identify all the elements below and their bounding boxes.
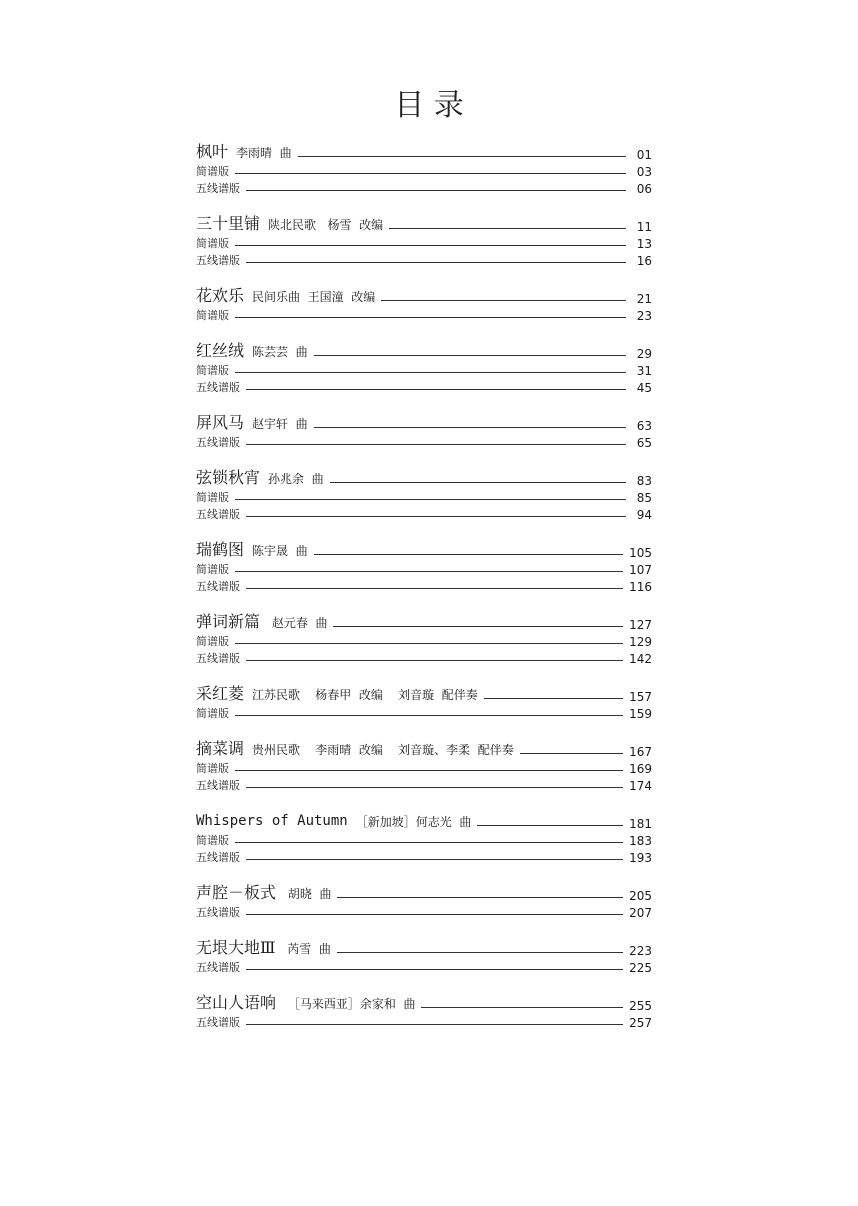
page-number: 65	[636, 436, 652, 450]
page-number: 06	[636, 182, 652, 196]
score-version-label: 简谱版	[196, 635, 229, 648]
leader-line	[389, 228, 626, 229]
toc-entry-main-row[interactable]	[196, 339, 652, 361]
leader-line	[235, 173, 626, 174]
page-number: 94	[636, 508, 652, 522]
leader-line	[246, 969, 623, 970]
toc-entry	[196, 411, 652, 450]
toc-entry-main-row[interactable]	[196, 610, 652, 632]
leader-line	[381, 300, 626, 301]
leader-line	[246, 190, 626, 191]
leader-line	[330, 482, 626, 483]
score-version-label: 五线谱版	[196, 182, 240, 195]
score-version-label: 五线谱版	[196, 381, 240, 394]
leader-line	[235, 770, 623, 771]
leader-line	[246, 914, 623, 915]
toc-sub-row[interactable]	[196, 958, 652, 975]
page-number: 45	[636, 381, 652, 395]
leader-line	[235, 842, 623, 843]
page-number: 167	[629, 745, 652, 759]
piece-title: 花欢乐	[196, 286, 245, 305]
page-number: 63	[636, 419, 652, 433]
page-number: 174	[629, 779, 652, 793]
toc-sub-row[interactable]	[196, 505, 652, 522]
leader-line	[235, 715, 623, 716]
score-version-label: 简谱版	[196, 364, 229, 377]
piece-title: 屏风马	[196, 413, 245, 432]
leader-line	[337, 897, 623, 898]
toc-sub-row[interactable]	[196, 831, 652, 848]
leader-line	[421, 1007, 623, 1008]
score-version-label: 简谱版	[196, 762, 229, 775]
toc-entry-main-row[interactable]	[196, 538, 652, 560]
leader-line	[246, 516, 626, 517]
toc-sub-row[interactable]	[196, 759, 652, 776]
toc-sub-row[interactable]	[196, 560, 652, 577]
toc-entry	[196, 737, 652, 793]
leader-line	[298, 156, 626, 157]
score-version-label: 简谱版	[196, 491, 229, 504]
composer-credit: 胡晓 曲	[284, 887, 332, 901]
toc-entry	[196, 682, 652, 721]
page-title: 目 录	[394, 88, 464, 123]
leader-line	[235, 317, 626, 318]
composer-credit: 赵宇轩 曲	[252, 417, 308, 431]
page-number: 157	[629, 690, 652, 704]
toc-sub-row[interactable]	[196, 577, 652, 594]
piece-title: 红丝绒	[196, 341, 245, 360]
toc-entry	[196, 936, 652, 975]
toc-entry	[196, 212, 652, 268]
leader-line	[314, 427, 626, 428]
composer-credit: 民间乐曲 王国潼 改编	[252, 290, 376, 304]
toc-sub-row[interactable]	[196, 903, 652, 920]
toc-entry-main-row[interactable]	[196, 466, 652, 488]
piece-title: 弦锁秋宵	[196, 468, 261, 487]
piece-title: 摘菜调	[196, 739, 245, 758]
page-number: 129	[629, 635, 652, 649]
table-of-contents	[196, 140, 652, 1046]
leader-line	[246, 588, 623, 589]
composer-credit: ［新加坡］何志光 曲	[355, 815, 472, 829]
leader-line	[333, 626, 623, 627]
composer-credit: 赵元春 曲	[268, 616, 328, 630]
toc-entry	[196, 809, 652, 865]
score-version-label: 简谱版	[196, 165, 229, 178]
piece-title: 三十里铺	[196, 214, 261, 233]
page-number: 205	[629, 889, 652, 903]
page-number: 116	[629, 580, 652, 594]
toc-entry	[196, 284, 652, 323]
toc-sub-row[interactable]	[196, 1013, 652, 1030]
score-version-label: 五线谱版	[196, 851, 240, 864]
score-version-label: 五线谱版	[196, 580, 240, 593]
toc-sub-row[interactable]	[196, 234, 652, 251]
toc-entry-main-row[interactable]	[196, 809, 652, 831]
toc-sub-row[interactable]	[196, 776, 652, 793]
leader-line	[314, 355, 626, 356]
toc-entry-main-row[interactable]	[196, 991, 652, 1013]
page-number: 83	[636, 474, 652, 488]
toc-entry-main-row[interactable]	[196, 737, 652, 759]
leader-line	[235, 643, 623, 644]
page-number: 255	[629, 999, 652, 1013]
leader-line	[484, 698, 623, 699]
toc-entry-main-row[interactable]	[196, 411, 652, 433]
score-version-label: 五线谱版	[196, 652, 240, 665]
page-number: 01	[636, 148, 652, 162]
page-number: 16	[636, 254, 652, 268]
leader-line	[246, 1024, 623, 1025]
toc-sub-row[interactable]	[196, 704, 652, 721]
piece-title: 枫叶	[196, 142, 229, 161]
composer-credit: 江苏民歌 杨春甲 改编 刘音璇 配伴奏	[252, 688, 478, 702]
page-number: 105	[629, 546, 652, 560]
page-number: 107	[629, 563, 652, 577]
page-number: 159	[629, 707, 652, 721]
page-number: 181	[629, 817, 652, 831]
toc-entry	[196, 610, 652, 666]
piece-title: 无垠大地Ⅲ	[196, 938, 276, 957]
page-number: 207	[629, 906, 652, 920]
page-number: 223	[629, 944, 652, 958]
score-version-label: 五线谱版	[196, 508, 240, 521]
leader-line	[477, 825, 623, 826]
piece-title: 采红菱	[196, 684, 245, 703]
toc-sub-row[interactable]	[196, 378, 652, 395]
toc-entry	[196, 339, 652, 395]
piece-title: 瑞鹤图	[196, 540, 245, 559]
composer-credit: ［马来西亚］余家和 曲	[284, 997, 416, 1011]
toc-sub-row[interactable]	[196, 162, 652, 179]
score-version-label: 简谱版	[196, 834, 229, 847]
toc-entry	[196, 538, 652, 594]
composer-credit: 贵州民歌 李雨晴 改编 刘音璇、李柔 配伴奏	[252, 743, 514, 757]
composer-credit: 陕北民歌 杨雪 改编	[268, 218, 384, 232]
score-version-label: 五线谱版	[196, 1016, 240, 1029]
toc-entry-main-row[interactable]	[196, 140, 652, 162]
composer-credit: 孙兆余 曲	[268, 472, 324, 486]
page-number: 23	[636, 309, 652, 323]
page-number: 225	[629, 961, 652, 975]
score-version-label: 五线谱版	[196, 254, 240, 267]
page-number: 142	[629, 652, 652, 666]
composer-credit: 芮雪 曲	[283, 942, 331, 956]
page-number: 183	[629, 834, 652, 848]
piece-title: Whispers of Autumn	[196, 813, 348, 829]
leader-line	[314, 554, 623, 555]
page-number: 193	[629, 851, 652, 865]
toc-sub-row[interactable]	[196, 488, 652, 505]
page-number: 257	[629, 1016, 652, 1030]
piece-title: 弹词新篇	[196, 612, 261, 631]
leader-line	[337, 952, 623, 953]
composer-credit: 陈芸芸 曲	[252, 345, 308, 359]
toc-sub-row[interactable]	[196, 251, 652, 268]
page-number: 29	[636, 347, 652, 361]
leader-line	[235, 571, 623, 572]
toc-sub-row[interactable]	[196, 179, 652, 196]
score-version-label: 五线谱版	[196, 906, 240, 919]
page-number: 21	[636, 292, 652, 306]
leader-line	[246, 859, 623, 860]
score-version-label: 简谱版	[196, 309, 229, 322]
composer-credit: 李雨晴 曲	[236, 146, 292, 160]
leader-line	[235, 245, 626, 246]
toc-sub-row[interactable]	[196, 649, 652, 666]
score-version-label: 简谱版	[196, 707, 229, 720]
leader-line	[235, 499, 626, 500]
leader-line	[520, 753, 623, 754]
leader-line	[246, 660, 623, 661]
leader-line	[246, 389, 626, 390]
toc-sub-row[interactable]	[196, 433, 652, 450]
leader-line	[246, 444, 626, 445]
toc-entry-main-row[interactable]	[196, 936, 652, 958]
page-number: 169	[629, 762, 652, 776]
toc-entry-main-row[interactable]	[196, 284, 652, 306]
page-number: 85	[636, 491, 652, 505]
piece-title: 空山人语响	[196, 993, 277, 1012]
composer-credit: 陈宇晟 曲	[252, 544, 308, 558]
toc-entry-main-row[interactable]	[196, 212, 652, 234]
score-version-label: 五线谱版	[196, 779, 240, 792]
page-number: 13	[636, 237, 652, 251]
leader-line	[246, 787, 623, 788]
page-number: 11	[636, 220, 652, 234]
toc-sub-row[interactable]	[196, 632, 652, 649]
toc-entry	[196, 881, 652, 920]
toc-entry-main-row[interactable]	[196, 881, 652, 903]
toc-sub-row[interactable]	[196, 361, 652, 378]
leader-line	[235, 372, 626, 373]
toc-entry	[196, 140, 652, 196]
toc-entry	[196, 991, 652, 1030]
leader-line	[246, 262, 626, 263]
page-number: 03	[636, 165, 652, 179]
score-version-label: 简谱版	[196, 237, 229, 250]
page-number: 31	[636, 364, 652, 378]
toc-sub-row[interactable]	[196, 848, 652, 865]
piece-title: 声腔－板式	[196, 883, 277, 902]
toc-sub-row[interactable]	[196, 306, 652, 323]
toc-entry	[196, 466, 652, 522]
toc-entry-main-row[interactable]	[196, 682, 652, 704]
score-version-label: 五线谱版	[196, 961, 240, 974]
score-version-label: 简谱版	[196, 563, 229, 576]
page-number: 127	[629, 618, 652, 632]
score-version-label: 五线谱版	[196, 436, 240, 449]
